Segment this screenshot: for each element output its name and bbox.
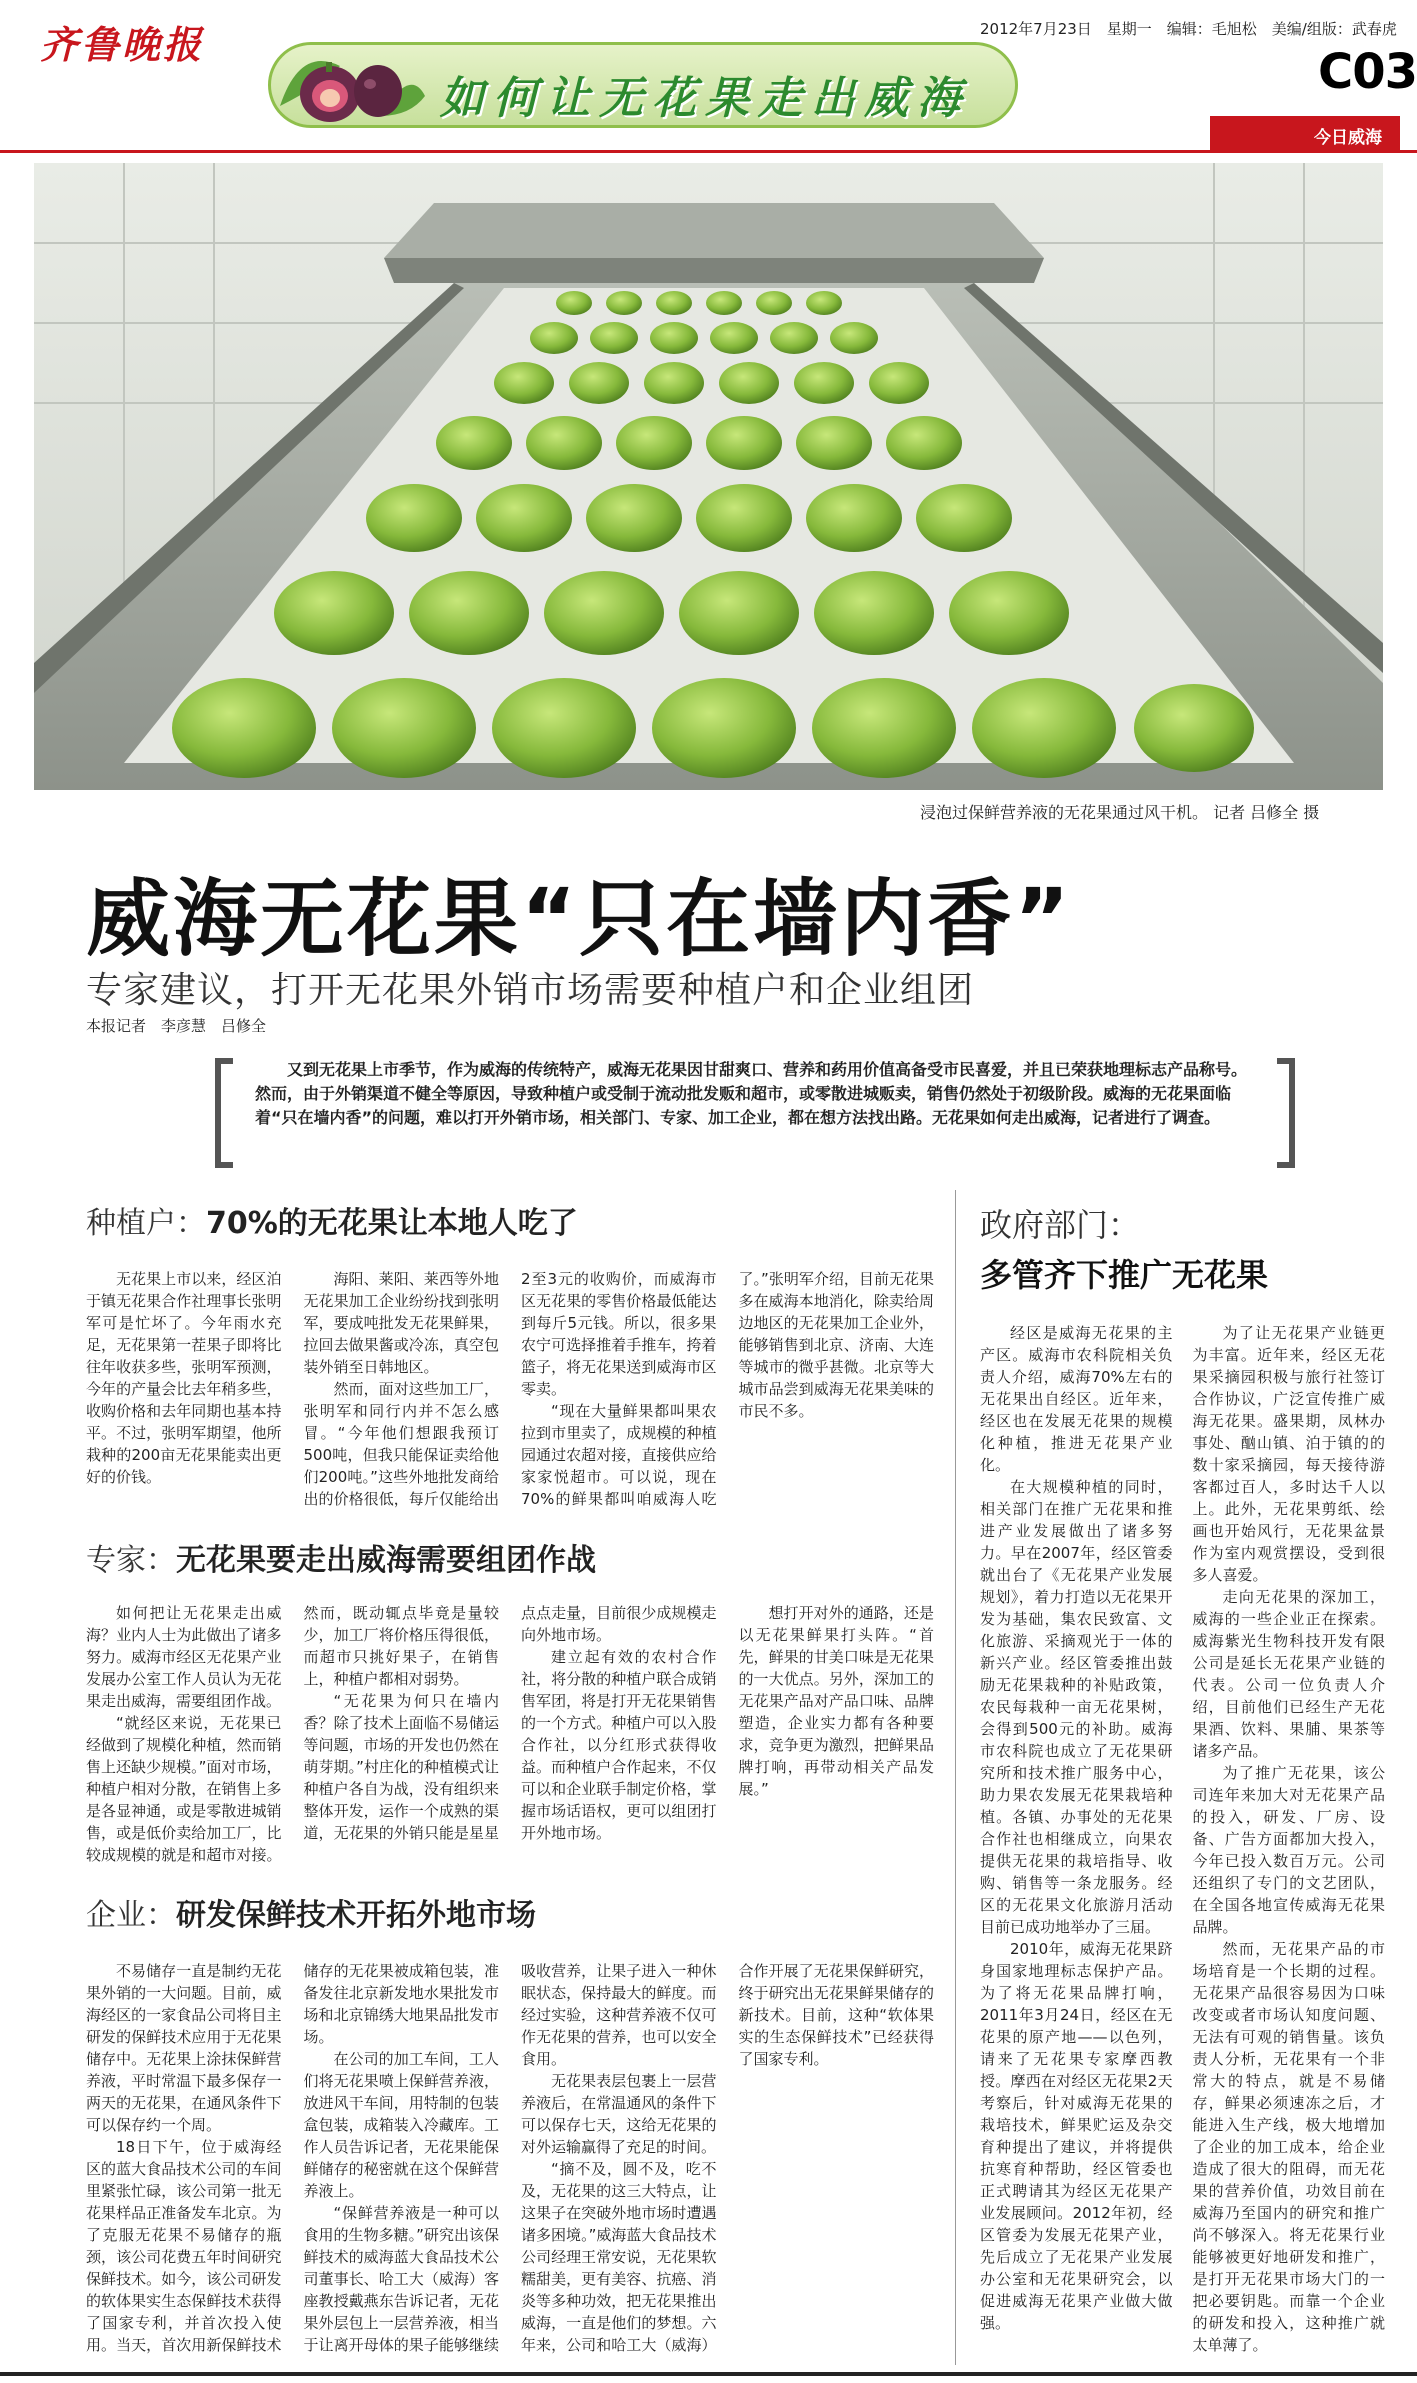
- paragraph: 在公司的加工车间，工人们将无花果喷上保鲜营养液，放进风干车间，用特制的包装盒包装，成箱装入冷藏库。工作人员告诉记者，无花果能保鲜储存的秘密就在这个保鲜营养液上。: [303, 2050, 499, 2200]
- paragraph: 海阳、莱阳、莱西等外地无花果加工企业纷纷找到张明军，要成吨批发无花果鲜果，拉回去做果酱或冷冻，真空包装外销至日韩地区。: [303, 1270, 499, 1376]
- section-heading-enterprise: [86, 1890, 536, 1934]
- paragraph: 2010年，威海无花果跻身国家地理标志保护产品。为了将无花果品牌打响，2011年3月24日，经区在无花果的原产地——以色列，请来了无花果专家摩西教授。摩西在对经区无花果2天考察后，针对威海无花果的栽培技术，鲜果贮运及杂交育种提出了建议，并将提供抗寒育种帮助，经区管委也正式聘请其为经区无花果产业发展顾问。2012年初，经区管委为发展无花果产业，先后成立了无花果产业发展办公室和无花果研究会，以促进威海无花果产业做大做强。: [980, 1940, 1173, 2332]
- section-body-experts: [86, 1602, 934, 1868]
- main-photo: [34, 163, 1383, 790]
- page-number: C03: [1318, 44, 1417, 100]
- banner-title: 如何让无花果走出威海: [440, 73, 970, 124]
- paragraph: 18日下午，位于威海经区的蓝大食品技术公司的车间里紧张忙碌，该公司第一批无花果样品正准备发车北京。为了克服无花果不易储存的瓶颈，该公司花费五年时间研究保鲜技术。如今，该公司研发的软体果实生态保鲜技术获得了国家专利，并首次投入使用。当天，首次用新保鲜技术储存的无花果被成箱包装，准备发往北京新发地水果批发市场和北京锦绣大地果品批发市场。: [86, 1962, 499, 2354]
- lead-box: [215, 1058, 1295, 1168]
- paragraph: 走向无花果的深加工，威海的一些企业正在探索。威海紫光生物科技开发有限公司是延长无花果产业链的代表。公司一位负责人介绍，目前他们已经生产无花果酒、饮料、果脯、果茶等诸多产品。: [1192, 1588, 1385, 1760]
- masthead-rule: [0, 150, 1417, 153]
- paragraph: 无花果上市以来，经区泊于镇无花果合作社理事长张明军可是忙坏了。今年雨水充足，无花果第一茬果子即将比往年收获多些，张明军预测，今年的产量会比去年稍多些，收购价格和去年同期也基本持平。不过，张明军期望，他所栽种的200亩无花果能卖出更好的价钱。: [86, 1270, 282, 1486]
- section-tag: 今日威海: [1210, 116, 1400, 150]
- dateline: 2012年7月23日 星期一 编辑：毛旭松 美编/组版：武春虎: [980, 20, 1397, 38]
- paragraph: 在大规模种植的同时，相关部门在推广无花果和推进产业发展做出了诸多努力。早在2007年，经区管委就出台了《无花果产业发展规划》，着力打造以无花果开发为基础，集农民致富、文化旅游、采摘观光于一体的新兴产业。经区管委推出鼓励无花果栽种的补贴政策，农民每栽种一亩无花果树，会得到500元的补助。威海市农科院也成立了无花果研究所和技术推广服务中心，助力果农发展无花果栽培种植。各镇、办事处的无花果合作社也相继成立，向果农提供无花果的栽培指导、收购、销售等一条龙服务。经区的无花果文化旅游月活动目前已成功地举办了三届。: [980, 1478, 1173, 1936]
- article-headline: 威海无花果“只在墙内香”: [86, 870, 1073, 968]
- fig-conveyor-photo: [34, 163, 1383, 790]
- column-divider: [955, 1190, 956, 2365]
- paragraph: “现在大量鲜果都叫果农拉到市里卖了，成规模的种植园通过农超对接，直接供应给家家悦超市。可以说，现在70%的鲜果都叫咱威海人吃了。”张明军介绍，目前无花果多在威海本地消化，除卖给周边地区的无花果加工企业外，能够销售到北京、济南、大连等城市的微乎甚微。北京等大城市品尝到威海无花果美味的市民不多。: [521, 1270, 934, 1508]
- paragraph: “摘不及，圆不及，吃不及，无花果的这三大特点，让这果子在突破外地市场时遭遇诸多困境。”威海蓝大食品技术公司经理王常安说，无花果软糯甜美，更有美容、抗癌、消炎等多种功效，把无花果推出威海，一直是他们的梦想。六年来，公司和哈工大（威海）合作开展了无花果保鲜研究，终于研究出无花果鲜果储存的新技术。目前，这种“软体果实的生态保鲜技术”已经获得了国家专利。: [521, 1962, 934, 2354]
- bracket-left-icon: [215, 1058, 233, 1168]
- article-subhead: 专家建议，打开无花果外销市场需要种植户和企业组团: [86, 970, 975, 1011]
- fig-ornament-icon: [270, 36, 430, 136]
- bracket-right-icon: [1277, 1058, 1295, 1168]
- paragraph: 经区是威海无花果的主产区。威海市农科院相关负责人介绍，威海70%左右的无花果出自经区。近年来，经区也在发展无花果的规模化种植，推进无花果产业化。: [980, 1324, 1173, 1474]
- section-title: 研发保鲜技术开拓外地市场: [176, 1898, 536, 1933]
- paragraph: 建立起有效的农村合作社，将分散的种植户联合成销售军团，将是打开无花果销售的一个方式。种植户可以入股合作社，以分红形式获得收益。而种植户合作起来，不仅可以和企业联手制定价格，掌握市场话语权，更可以组团打开外地市场。: [521, 1648, 717, 1842]
- section-category: 种植户：: [86, 1206, 206, 1241]
- section-title-government: 多管齐下推广无花果: [980, 1256, 1269, 1294]
- section-category: 企业：: [86, 1898, 176, 1933]
- masthead: [0, 0, 1417, 150]
- paragraph: “无花果为何只在墙内香？除了技术上面临不易储运等问题，市场的开发也仍然在萌芽期。”村庄化的种植模式让种植户各自为战，没有组织来整体开发，运作一个成熟的渠道，无花果的外销只能是星星点点走量，目前很少成规模走向外地市场。: [303, 1604, 717, 1842]
- photo-caption: 浸泡过保鲜营养液的无花果通过风干机。 记者 吕修全 摄: [920, 803, 1320, 822]
- section-body-enterprise: [86, 1960, 934, 2365]
- paragraph: 然而，无花果产品的市场培育是一个长期的过程。无花果产品很容易因为口味改变或者市场认知度问题、无法有可观的销售量。该负责人分析，无花果有一个非常大的特点，就是不易储存，鲜果必须速冻之后，才能进入生产线，极大地增加了企业的加工成本，给企业造成了很大的阻碍，而无花果的营养价值，功效目前在威海乃至国内的研究和推广尚不够深入。将无花果行业能够被更好地研发和推广，是打开无花果市场大门的一把必要钥匙。而靠一个企业的研发和投入，这种推广就太单薄了。: [1192, 1940, 1385, 2354]
- paragraph: 如何把让无花果走出威海？业内人士为此做出了诸多努力。威海市经区无花果产业发展办公室工作人员认为无花果走出威海，需要组团作战。: [86, 1604, 282, 1710]
- lead-paragraph: 又到无花果上市季节，作为威海的传统特产，威海无花果因甘甜爽口、营养和药用价值高备受市民喜爱，并且已荣获地理标志产品称号。然而，由于外销渠道不健全等原因，导致种植户或受制于流动批发贩和超市，或零散进城贩卖，销售仍然处于初级阶段。威海的无花果面临着“只在墙内香”的问题，难以打开外销市场，相关部门、专家、加工企业，都在想方法找出路。无花果如何走出威海，记者进行了调查。: [255, 1060, 1248, 1127]
- section-body-government: [980, 1322, 1385, 2367]
- section-body-growers: [86, 1268, 934, 1510]
- section-heading-growers: [86, 1198, 578, 1242]
- section-heading-experts: [86, 1535, 596, 1579]
- section-category: 专家：: [86, 1543, 176, 1578]
- paragraph: “保鲜营养液是一种可以食用的生物多糖。”研究出该保鲜技术的威海蓝大食品技术公司董事长、哈工大（威海）客座教授戴燕东告诉记者，无花果外层包上一层营养液，相当于让离开母体的果子能够继续吸收营养，让果子进入一种休眠状态，保持最大的鲜度。而经过实验，这种营养液不仅可作无花果的营养，也可以安全食用。: [303, 1962, 717, 2354]
- section-title: 无花果要走出威海需要组团作战: [176, 1543, 596, 1578]
- section-category-government: 政府部门：: [980, 1206, 1141, 1244]
- paragraph: 为了让无花果产业链更为丰富。近年来，经区无花果采摘园积极与旅行社签订合作协议，广泛宣传推广威海无花果。盛果期，凤林办事处、酗山镇、泊于镇的的数十家采摘园，每天接待游客都过百人，多时达千人以上。此外，无花果剪纸、绘画也开始风行，无花果盆景作为室内观赏摆设，受到很多人喜爱。: [1192, 1324, 1385, 1584]
- paragraph: 无花果表层包裹上一层营养液后，在常温通风的条件下可以保存七天，这给无花果的对外运输赢得了充足的时间。: [521, 2072, 717, 2156]
- section-title: 70%的无花果让本地人吃了: [206, 1206, 578, 1241]
- paragraph: 为了推广无花果，该公司连年来加大对无花果产品的投入，研发、厂房、设备、广告方面都加大投入，今年已投入数百万元。公司还组织了专门的文艺团队，在全国各地宣传威海无花果品牌。: [1192, 1764, 1385, 1936]
- paragraph: 想打开对外的通路，还是以无花果鲜果打头阵。“首先，鲜果的甘美口味是无花果的一大优点。另外，深加工的无花果产品对产品口味、品牌塑造，企业实力都有各种要求，竞争更为激烈，把鲜果品牌打响，再带动相关产品发展。”: [738, 1604, 934, 1798]
- article-byline: 本报记者 李彦慧 吕修全: [86, 1017, 267, 1035]
- paragraph: 然而，面对这些加工厂，张明军和同行内并不怎么感冒。“今年他们想跟我预订500吨，但我只能保证卖给他们200吨。”这些外地批发商给出的价格很低，每斤仅能给出2至3元的收购价，而威海市区无花果的零售价格最低能达到每斤5元钱。所以，很多果农宁可选择推着手推车，挎着篮子，将无花果送到威海市区零卖。: [303, 1270, 717, 1508]
- newspaper-logo: 齐鲁晚报: [40, 22, 205, 67]
- paragraph: 不易储存一直是制约无花果外销的一大问题。目前，威海经区的一家食品公司将目主研发的保鲜技术应用于无花果储存中。无花果上涂抹保鲜营养液，平时常温下最多保存一两天的无花果，在通风条件下可以保存约一个周。: [86, 1962, 282, 2134]
- page-bottom-rule: [0, 2372, 1417, 2376]
- paragraph: “就经区来说，无花果已经做到了规模化种植，然而销售上还缺少规模。”面对市场，种植户相对分散，在销售上多是各显神通，或是零散进城销售，或是低价卖给加工厂，比较成规模的就是和超市对接。然而，既动辄点毕竟是量较少，加工厂将价格压得很低，而超市只挑好果子，在销售上，种植户都相对弱势。: [86, 1604, 499, 1864]
